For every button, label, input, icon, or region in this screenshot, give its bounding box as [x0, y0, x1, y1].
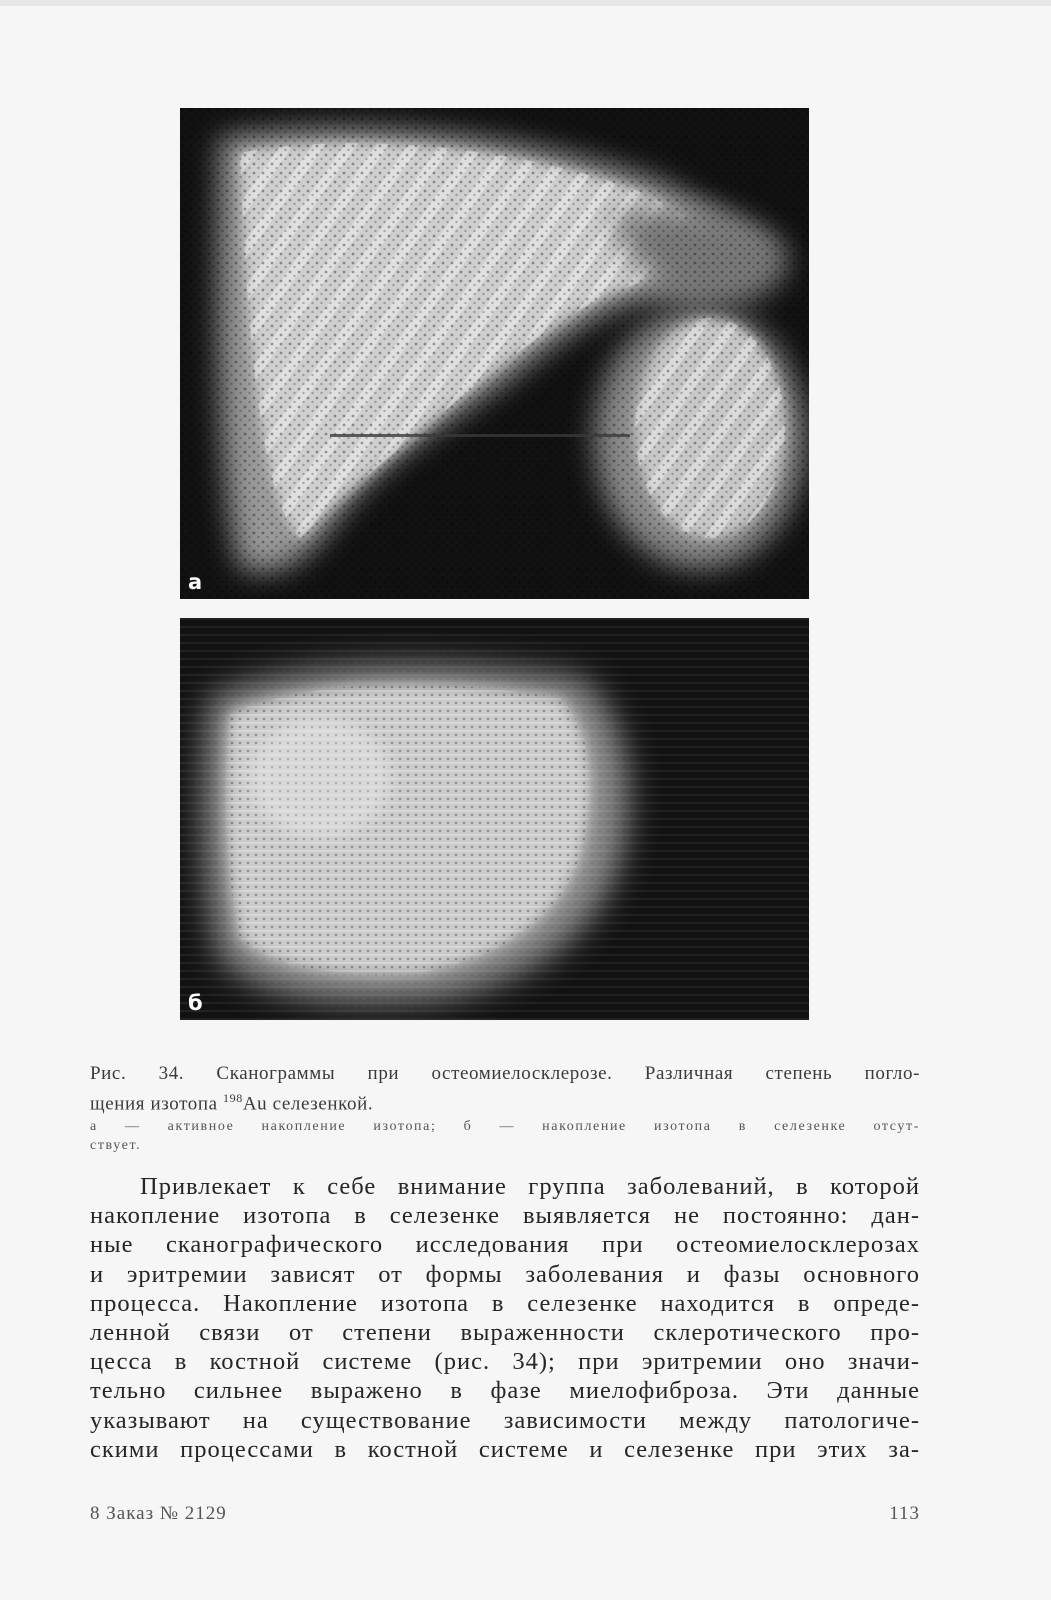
caption-line-2 [90, 1086, 920, 1116]
caption-line-2-end: Au селезенкой. [242, 1093, 374, 1115]
scan-image-b-graphic [180, 618, 809, 1020]
printer-signature: 8 Заказ № 2129 [90, 1503, 227, 1524]
body-line: Привлекает к себе внимание группа заболеваний, в которой [140, 1173, 920, 1200]
page-edge [0, 0, 1051, 6]
body-line: указывают на существование зависимости между патологиче- [90, 1406, 920, 1434]
body-line: и эритремии зависят от формы заболевания и фазы основного [90, 1260, 920, 1288]
scan-image-a [180, 108, 809, 599]
body-line: тельно сильнее выражено в фазе миелофиброза. Эти данные [90, 1377, 920, 1405]
legend-line-2: ствует. [90, 1138, 142, 1153]
body-line: скими процессами в костной системе и селезенке при этих за- [90, 1435, 920, 1463]
isotope-mass-number: 198 [223, 1091, 243, 1105]
legend-line-1: а — активное накопление изотопа; б — накопление изотопа в селезенке отсут- [90, 1119, 920, 1134]
body-paragraph [90, 1172, 920, 1464]
body-line: ленной связи от степени выраженности склеротического про- [90, 1319, 920, 1347]
panel-label-a: а [188, 570, 203, 594]
caption-line-1: Рис. 34. Сканограммы при остеомиелосклерозе. Различная степень погло- [90, 1063, 920, 1084]
figure-legend [90, 1117, 920, 1155]
figure-caption [90, 1062, 920, 1116]
caption-line-2-start: щения изотопа [90, 1093, 224, 1115]
body-line: ные сканографического исследования при остеомиелосклерозах [90, 1231, 920, 1259]
page-number: 113 [889, 1503, 920, 1524]
body-line: цесса в костной системе (рис. 34); при эритремии оно значи- [90, 1348, 920, 1376]
body-line: накопление изотопа в селезенке выявляется не постоянно: дан- [90, 1202, 920, 1230]
scan-image-b [180, 618, 809, 1020]
scan-image-a-graphic [180, 108, 809, 599]
body-line: процесса. Накопление изотопа в селезенке находится в опреде- [90, 1289, 920, 1317]
panel-label-b: б [188, 991, 203, 1015]
